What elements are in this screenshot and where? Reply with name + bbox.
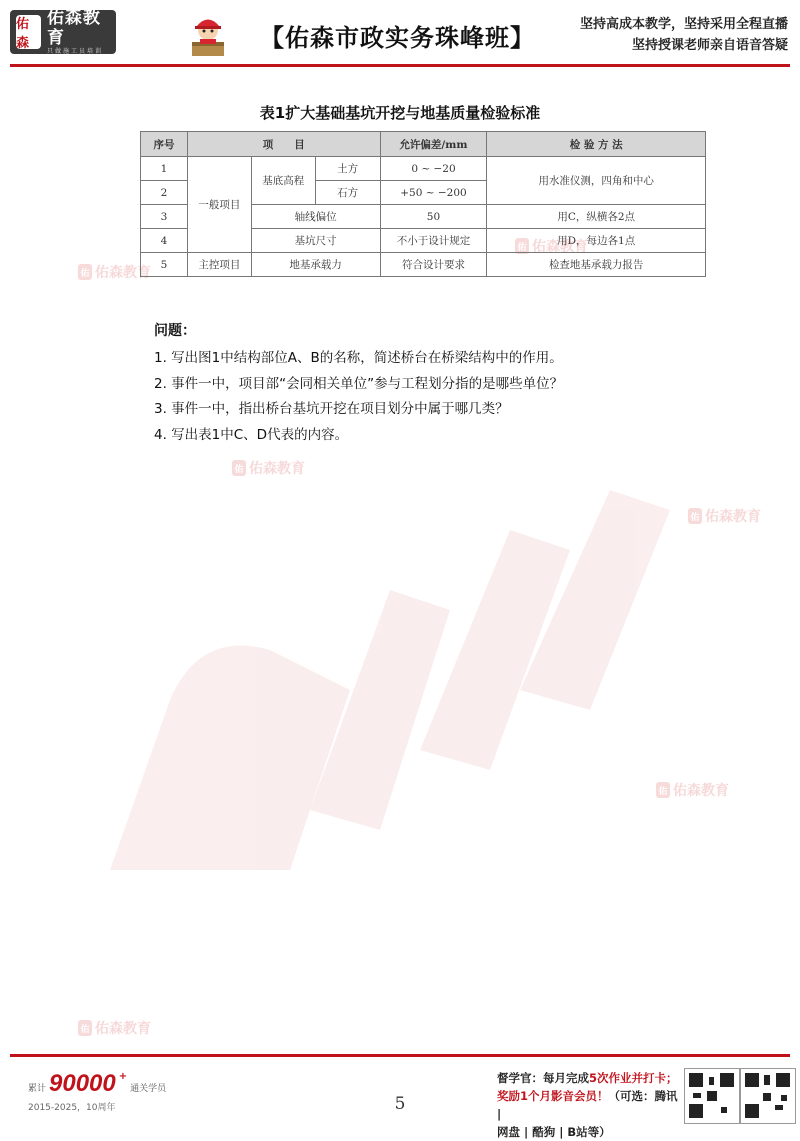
watermark-logo: 佑 佑森教育	[78, 1018, 151, 1038]
watermark-logo: 佑 佑森教育	[78, 262, 151, 282]
check-method: 用C，纵横各2点	[487, 205, 706, 229]
item-group: 一般项目	[187, 157, 251, 253]
stat-suffix: 通关学员	[130, 1084, 167, 1094]
stat-plus: +	[118, 1071, 128, 1082]
mascot-worker-icon	[186, 12, 230, 58]
item-name: 基底高程	[251, 157, 315, 205]
watermark-logo: 佑 佑森教育	[656, 780, 729, 800]
item-name: 地基承载力	[251, 253, 380, 277]
item-sub: 土方	[315, 157, 380, 181]
slogan-line: 坚持高成本教学，坚持采用全程直播	[579, 17, 788, 32]
item-name: 基坑尺寸	[251, 229, 380, 253]
header-divider	[10, 64, 790, 67]
tolerance-value: 50	[380, 205, 487, 229]
question-item: 2. 事件一中，项目部“会同相关单位”参与工程划分指的是哪些单位？	[154, 375, 564, 392]
banner-title: 【佑森市政实务珠峰班】	[260, 24, 535, 52]
promo-highlight: 奖励1个月影音会员！	[497, 1089, 609, 1103]
qr-code-icon[interactable]	[684, 1068, 740, 1124]
item-name: 轴线偏位	[251, 205, 380, 229]
quality-standard-table	[140, 131, 706, 277]
tolerance-value: 0 ~ −20	[380, 157, 487, 181]
tolerance-value: 符合设计要求	[380, 253, 487, 277]
footer-divider	[10, 1054, 790, 1057]
item-group: 主控项目	[187, 253, 251, 277]
table-row	[141, 253, 706, 277]
tolerance-value: +50 ~ −200	[380, 181, 487, 205]
table-header-cell: 序号	[141, 132, 188, 157]
watermark-logo: 佑 佑森教育	[688, 506, 761, 526]
question-item: 1. 写出图1中结构部位A、B的名称，简述桥台在桥梁结构中的作用。	[154, 350, 563, 366]
questions-heading: 问题：	[154, 323, 196, 339]
watermark-logo: 佑 佑森教育	[515, 236, 588, 256]
promo-text: 网盘 | 酷狗 | B站等）	[497, 1125, 611, 1139]
row-number: 3	[141, 205, 188, 229]
table-row	[141, 157, 706, 181]
check-method: 用D，每边各1点	[487, 229, 706, 253]
table-header-row	[141, 132, 706, 157]
question-item: 3. 事件一中，指出桥台基坑开挖在项目划分中属于哪几类？	[154, 401, 509, 417]
row-number: 5	[141, 253, 188, 277]
row-number: 4	[141, 229, 188, 253]
check-method: 用水准仪测，四角和中心	[487, 157, 706, 205]
logo-mark-icon: 佑森	[16, 15, 41, 49]
row-number: 1	[141, 157, 188, 181]
page-header	[0, 0, 800, 66]
tolerance-value: 不小于设计规定	[380, 229, 487, 253]
promo-text: （可选：腾讯 |	[497, 1089, 678, 1121]
table-title: 表1扩大基础基坑开挖与地基质量检验标准	[259, 104, 541, 122]
watermark-logo: 佑 佑森教育	[232, 458, 305, 478]
promo-highlight: 5次作业并打卡；	[589, 1071, 678, 1085]
footer-promo	[497, 1069, 682, 1141]
brand-logo	[10, 10, 116, 54]
table-header-cell: 允许偏差/mm	[380, 132, 487, 157]
slogan-line: 坚持授课老师亲自语音答疑	[631, 38, 788, 53]
page-number: 5	[394, 1094, 406, 1114]
background-watermark-logo	[90, 450, 710, 970]
header-slogan	[580, 14, 788, 56]
stat-number: 90000	[49, 1070, 116, 1097]
stat-label: 累计	[28, 1084, 47, 1094]
promo-text: 督学官：每月完成	[497, 1071, 589, 1085]
qr-code-icon[interactable]	[740, 1068, 796, 1124]
row-number: 2	[141, 181, 188, 205]
logo-subtitle: 只做施工员培训	[46, 48, 103, 55]
logo-name: 佑森教育	[46, 8, 101, 48]
question-item: 4. 写出表1中C、D代表的内容。	[154, 426, 349, 443]
check-method: 检查地基承载力报告	[487, 253, 706, 277]
questions-list	[154, 346, 563, 448]
anniversary-text: 2015-2025，10周年	[28, 1103, 116, 1113]
item-sub: 石方	[315, 181, 380, 205]
table-header-cell: 检 验 方 法	[487, 132, 706, 157]
table-header-cell: 项 目	[187, 132, 380, 157]
